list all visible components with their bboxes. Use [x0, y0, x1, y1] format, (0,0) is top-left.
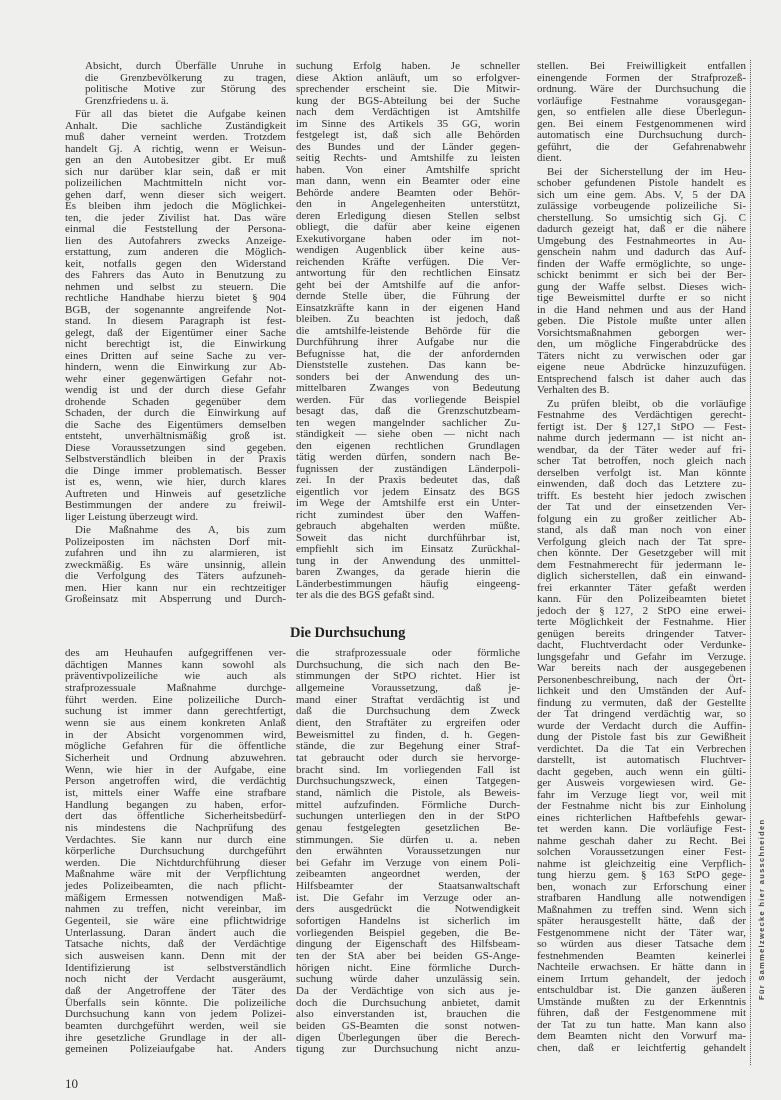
- cut-line-divider: [750, 60, 751, 1065]
- text-line: tung hierzu gem. § 163 StPO gege-: [537, 869, 746, 881]
- text-line: sprechender erscheint sie. Die Mitwir-: [296, 83, 520, 95]
- text-line: den erwähnten Voraussetzungen nur: [296, 845, 520, 858]
- column-2-bottom: [296, 648, 520, 1058]
- text-line: einmal die Feststellung der Persona-: [65, 223, 286, 235]
- text-line: geführt, die der Gefahrenabwehr: [537, 140, 746, 153]
- text-line: Tatsache nichts, daß der Verdächtige: [65, 938, 286, 951]
- text-line: ger Ausweis vorgewiesen wird. Ge-: [537, 777, 746, 789]
- text-line: Verdachtes. Sie kann nur durch eine: [65, 833, 286, 846]
- text-line: solchen Voraussetzungen einer Fest-: [537, 846, 746, 858]
- text-line: nehmen und selbst zu steuern. Die: [65, 280, 286, 293]
- text-line: ben, wonach zur Erforschung einer: [537, 880, 746, 893]
- text-line: eines Dritten auf seine Sache zu ver-: [65, 349, 286, 362]
- text-line: richt zumindest über den Waffen-: [296, 508, 520, 521]
- paragraph: [296, 61, 520, 602]
- text-line: nahmen zu treffen, nicht vereinbar, im: [65, 903, 286, 916]
- text-line: mögliche Gefahren für die öffentliche: [65, 740, 286, 753]
- text-line: im Wege der Amtshilfe erst ein Unter-: [296, 497, 520, 509]
- text-line: entsteht, unverhältnismäßig groß ist.: [65, 430, 286, 442]
- text-line: Durchsuchung, die sich nach den Be-: [296, 658, 520, 671]
- text-line: tet werden kann. Die vorläufige Fest-: [537, 823, 746, 835]
- text-line: Zu prüfen bleibt, ob die vorläufige: [547, 397, 746, 410]
- text-line: stellen. Bei Freiwilligkeit entfallen: [537, 60, 746, 72]
- text-line: seitig Rechts- und Amtshilfe zu leisten: [296, 152, 520, 164]
- column-1-bottom: [65, 648, 286, 1058]
- text-line: eigentlich vor jedem Einsatz des BGS: [296, 485, 520, 498]
- text-line: suchung Erfolg haben. Je schneller: [296, 60, 520, 72]
- text-line: Gegenteil, sie wäre eine pflichtwidrige: [65, 915, 286, 928]
- text-line: die Sache des Eigentümers demselben: [65, 418, 286, 431]
- text-line: mittel aufzufinden. Förmliche Durch-: [296, 798, 520, 811]
- text-line: daß die Durchsuchung dem Zweck: [296, 705, 520, 718]
- text-line: findung zu vermuten, daß der Gestellte: [537, 696, 746, 709]
- text-line: stand. In diesem Paragraph ist fest-: [65, 315, 286, 327]
- text-line: Bestimmungen der andere zu freiwil-: [65, 499, 286, 511]
- text-line: polizeilichen Machtmitteln nicht vor-: [65, 177, 286, 189]
- text-line: tätig werden dürfen, sondern nach Be-: [296, 451, 520, 463]
- text-line: lien des Autofahrers zwecks Anzeige-: [65, 234, 286, 247]
- text-line: der Tat zu tun hatte. Man kann also: [537, 1018, 746, 1031]
- text-line: daß der Angetroffene der Täter des: [65, 985, 286, 998]
- text-line: nahme geschah daher zu Recht. Bei: [537, 834, 746, 847]
- text-line: bei Gefahr im Verzuge von einem Poli-: [296, 856, 520, 869]
- text-line: automatisch eine Durchsuchung durch-: [537, 129, 746, 141]
- paragraph: [537, 167, 746, 397]
- text-line: Diese Voraussetzungen sind gegeben.: [65, 441, 286, 454]
- text-line: nahme durch jedermann — ist nicht an-: [537, 432, 746, 444]
- paragraph: [537, 61, 746, 165]
- margin-note: Für Sammelzwecke hier ausschneiden: [757, 818, 766, 1000]
- text-line: stände, die zur Begehung einer Straf-: [296, 740, 520, 753]
- text-line: Länderbestimmungen häufig eingeeng-: [296, 577, 520, 590]
- text-line: stimmungen der StPO richtet. Hier ist: [296, 670, 520, 683]
- text-line: lichkeit und den Umständen der Auf-: [537, 685, 746, 697]
- text-line: zufahren und ihn zu alarmieren, ist: [65, 547, 286, 559]
- text-line: mand einer Straftat verdächtig ist und: [296, 693, 520, 706]
- text-line: fahr im Verzuge liegt vor, weil mit: [537, 788, 746, 801]
- text-line: mäßigem Ermessen notwendigen Maß-: [65, 891, 286, 904]
- text-line: mittelbaren Zwanges von Bedeutung: [296, 382, 520, 394]
- column-3: [537, 61, 746, 1056]
- text-line: wurde der Verdacht durch die Auffin-: [537, 719, 746, 732]
- text-line: doch die Durchsuchung anbietet, damit: [296, 996, 520, 1009]
- text-line: antwortung für den rechtlichen Einsatz: [296, 267, 520, 279]
- text-line: ordnung. Wäre der Durchsuchung die: [537, 83, 746, 95]
- text-line: wendigen Augenblick über keine aus-: [296, 244, 520, 256]
- text-line: der Tat dringend verdächtig war, so: [537, 708, 746, 720]
- text-line: scher Tat betroffen, noch gleich nach: [537, 455, 746, 467]
- text-line: einwenden, daß doch das Letztere zu-: [537, 478, 746, 490]
- text-line: allgemeine Voraussetzung, daß je-: [296, 681, 520, 694]
- text-line: dient.: [537, 152, 562, 164]
- text-line: ist es, wenn, wie hier, durch klares: [65, 476, 286, 488]
- text-line: Maßnahmen zu treffen sind. Wenn sich: [537, 903, 746, 916]
- text-line: ten der StA aber bei beiden GS-Ange-: [296, 950, 520, 963]
- text-line: wehr einer gegenwärtigen Gefahr not-: [65, 372, 286, 385]
- text-line: cherstellung. So umsichtig sich Gj. C: [537, 211, 746, 224]
- text-line: führen, daß der Festgenommene mit: [537, 1007, 746, 1019]
- text-line: Schaden, der durch die Einwirkung auf: [65, 407, 286, 419]
- text-line: nicht berechtigt ist, die Einwirkung: [65, 338, 286, 350]
- text-line: Befugnisse hat, die der anfordernden: [296, 347, 520, 360]
- text-line: haben. Von einer Amtshilfe spricht: [296, 163, 520, 176]
- text-line: tigung zur Durchsuchung nicht anzu-: [296, 1043, 520, 1056]
- text-line: eigene neue Abdrücke hinzuzufügen.: [537, 361, 746, 373]
- text-line: gehen darf, wenn dieser sich weigert.: [65, 188, 286, 201]
- text-line: Großeinsatz mit Absperrung und Durch-: [65, 593, 286, 605]
- text-line: wendig ist und der durch diese Gefahr: [65, 384, 286, 396]
- text-line: Es bleiben ihm jedoch die Möglichkei-: [65, 200, 286, 212]
- text-line: dadurch gezeigt hat, daß er die nähere: [537, 223, 746, 235]
- text-line: genschein nahm und dadurch das Auf-: [537, 246, 746, 258]
- text-line: Vorsichtsmaßnahmen geborgen wer-: [537, 326, 746, 339]
- text-line: geben. Die Pistole mußte unter allen: [537, 315, 746, 327]
- text-line: Behörde andere Beamten oder Behör-: [296, 186, 520, 199]
- text-line: Sicherheit und Ordnung abzuwehren.: [65, 751, 286, 764]
- text-line: muß daher verneint werden. Trotzdem: [65, 131, 286, 143]
- paragraph: [65, 61, 286, 107]
- text-line: verdichtet. Da die Tat ein Verbrechen: [537, 742, 746, 755]
- text-line: terte Möglichkeit der Festnahme. Hier: [537, 616, 746, 628]
- text-line: men. Hier kann nur ein rechtzeitiger: [65, 581, 286, 594]
- text-line: der Tat und der einsetzenden Ver-: [537, 501, 746, 513]
- text-line: in die Hand nehmen und aus der Hand: [537, 303, 746, 316]
- text-line: dem Beamten nicht den Vorwurf ma-: [537, 1030, 746, 1042]
- text-line: ihre gesetzliche Grundlage in der all-: [65, 1031, 286, 1044]
- text-line: Grenzfriedens u. ä.: [85, 94, 169, 107]
- column-1-top: [65, 61, 286, 608]
- text-line: Für all das bietet die Aufgabe keinen: [75, 108, 286, 120]
- text-line: im Sinne des Artikels 35 GG, worin: [296, 117, 520, 130]
- text-line: stimmungen. Sie dürfen u. a. neben: [296, 833, 520, 846]
- text-line: Wenn, wie hier in der Aufgabe, eine: [65, 763, 286, 776]
- text-line: bleiben. Zu beachten ist jedoch, daß: [296, 313, 520, 325]
- text-line: obliegt, die dafür aber keine eigenen: [296, 221, 520, 233]
- text-line: Personenbeschreibung, nach der Ört-: [537, 673, 746, 686]
- text-line: Nachteile erwachsen. Er hätte dann in: [537, 961, 746, 973]
- text-line: nis mindestens die Nachprüfung des: [65, 821, 286, 834]
- text-line: beiden GS-Beamten die sonst notwen-: [296, 1020, 520, 1032]
- text-line: körperliche Durchsuchung durchgeführt: [65, 845, 286, 858]
- text-line: Auftreten und Hinweis auf gesetzliche: [65, 487, 286, 500]
- text-line: stand, als daß man noch von einer: [537, 524, 746, 536]
- text-line: digen Überlegungen über die Berech-: [296, 1031, 520, 1044]
- text-line: suchung ist immer dann gerechtfertigt,: [65, 705, 286, 718]
- column-2-top: [296, 61, 520, 604]
- text-line: Anhalt. Die sachliche Zuständigkeit: [65, 119, 286, 132]
- text-line: War bereits nach der ausgegebenen: [537, 662, 746, 674]
- text-line: gemeinen Polizeiaufgabe hat. Anders: [65, 1043, 286, 1056]
- text-line: diese Aktion anläuft, um so erfolgver-: [296, 71, 520, 84]
- text-line: Selbstverständlich bleiben in der Praxis: [65, 453, 286, 465]
- text-line: Durchsuchungszweck, einen Tatgegen-: [296, 775, 520, 788]
- text-line: Maßnahme wäre mit der Verpflichtung: [65, 868, 286, 881]
- text-line: Exekutivorgane haben oder im not-: [296, 232, 520, 245]
- page-number: 10: [65, 1076, 78, 1091]
- text-line: strafbaren Handlung alle notwendigen: [537, 892, 746, 904]
- text-line: gen, so entfielen alle diese Überlegun-: [537, 106, 746, 118]
- text-line: vorläufige Festnahme vorausgegan-: [537, 94, 746, 107]
- text-line: handelt Gj. A richtig, wenn er Weisun-: [65, 142, 286, 155]
- text-line: Soweit das nicht durchführbar ist,: [296, 531, 520, 544]
- text-line: zulässige vorbeugende polizeiliche Si-: [537, 200, 746, 212]
- text-line: Überfalls sein könnte. Die polizeiliche: [65, 996, 286, 1009]
- text-line: werden. Die Nichtdurchführung dieser: [65, 856, 286, 869]
- text-line: Hilfsbeamter der Staatsanwaltschaft: [296, 880, 520, 893]
- text-line: Verfolgung gleich nach der Tat spre-: [537, 535, 746, 548]
- text-line: noch nicht der Verdacht ausgeräumt,: [65, 973, 286, 986]
- text-line: später herausgestellt hätte, daß der: [537, 915, 746, 927]
- text-line: sich ausweisen kann. Denn mit der: [65, 950, 286, 963]
- text-line: tige Beweismittel durfte er so nicht: [537, 292, 746, 304]
- text-line: dung der Pistole fast bis zur Gewißheit: [537, 731, 746, 743]
- text-line: baren Zwanges, da gerade hierin die: [296, 566, 520, 578]
- text-line: sich um eine gem. Abs. V, 5 der DA: [537, 188, 746, 201]
- text-line: man dann, wenn ein Beamter oder eine: [296, 175, 520, 187]
- text-line: chen, daß er leichtfertig gehandelt: [537, 1041, 746, 1054]
- text-line: so würden aus dieser Tatsache dem: [537, 938, 746, 950]
- section-heading: Die Durchsuchung: [290, 625, 406, 641]
- text-line: genau festgelegten gesetzlichen Be-: [296, 821, 520, 834]
- text-line: Umgebung des Festnahmeortes in Au-: [537, 234, 746, 247]
- text-line: dernde Stelle über, die Führung der: [296, 290, 520, 302]
- text-line: kung der BGS-Abteilung bei der Suche: [296, 94, 520, 107]
- text-line: die Dinge immer problematisch. Besser: [65, 464, 286, 477]
- text-line: Identifizierung ist selbstverständlich: [65, 961, 286, 974]
- text-line: schober gefundenen Pistole handelt es: [537, 177, 746, 189]
- text-line: Festnahme des Verdächtigen gerecht-: [537, 409, 746, 421]
- text-line: dient, den Straftäter zu ergreifen oder: [296, 716, 520, 729]
- text-line: des am Heuhaufen aufgegriffenen ver-: [65, 647, 286, 659]
- text-line: reichenden Kräfte verfügen. Die Ver-: [296, 255, 520, 268]
- text-line: gebrauch abgehalten werden müßte.: [296, 520, 520, 532]
- paragraph: [65, 525, 286, 606]
- text-line: tat gebraucht oder durch sie hervorge-: [296, 751, 520, 764]
- text-line: jedoch der § 127, 2 StPO eine erwei-: [537, 604, 746, 617]
- text-line: Absicht, durch Überfälle Unruhe in: [85, 60, 286, 72]
- text-line: in der Absicht vorgenommen wird,: [65, 728, 286, 741]
- text-line: liger Leistung überzeugt wird.: [65, 510, 199, 523]
- text-line: finden der Waffe ermöglichte, so unge-: [537, 257, 746, 270]
- text-line: ständigkeit — siehe oben — nicht nach: [296, 428, 520, 440]
- text-line: sofortigen Handelns ist sicherlich im: [296, 915, 520, 928]
- text-line: derselben verfolgt ist. Man könnte: [537, 466, 746, 479]
- text-line: dem Festnahmerecht für jedermann le-: [537, 558, 746, 571]
- paragraph: [296, 648, 520, 1056]
- text-line: lungsgefahr und Gefahr im Verzuge.: [537, 650, 746, 663]
- text-line: gen. Bei einem Festgenommenen wird: [537, 117, 746, 130]
- text-line: Verhalten des B.: [537, 384, 610, 396]
- text-line: Person angetroffen wird, die verdächtig: [65, 775, 286, 788]
- text-line: Unterlassung. Daran ändert auch die: [65, 926, 286, 939]
- text-line: suchung würde daher unzulässig sein.: [296, 973, 520, 986]
- text-line: einengende Formen der Strafprozeß-: [537, 71, 746, 84]
- text-line: Die Maßnahme des A, bis zum: [75, 524, 286, 536]
- text-line: gen an den Autobesitzer gibt. Er muß: [65, 154, 286, 166]
- text-line: ist. Die Gefahr im Verzuge oder an-: [296, 891, 520, 904]
- text-line: deren Erledigung diesen Stellen selbst: [296, 209, 520, 222]
- text-line: entschuldbar ist. Die ganzen äußeren: [537, 984, 746, 996]
- text-line: politische Motive zur Störung des: [85, 83, 286, 95]
- text-line: folgung ein zu großer zeitlicher Ab-: [537, 512, 746, 525]
- text-line: Durchsuchung kann von jedem Polizei-: [65, 1008, 286, 1021]
- text-line: dingung der Eigenschaft des Hilfsbeam-: [296, 938, 520, 951]
- text-line: wendbar, da der Täter weder auf fri-: [537, 443, 746, 456]
- text-line: ten wegen mangelnder sachlicher Zu-: [296, 416, 520, 429]
- text-line: der Festnahme nicht bis zur Einholung: [537, 800, 746, 812]
- text-line: drohende Schaden gegenüber dem: [65, 395, 286, 408]
- text-line: fertigt ist. Der § 127,1 StPO — Fest-: [537, 420, 746, 433]
- text-line: also einverstanden ist, brauchen die: [296, 1008, 520, 1021]
- text-line: nach dem Verdächtigen ist Amtshilfe: [296, 106, 520, 118]
- text-line: beamten durchgeführt werden, weil sie: [65, 1020, 286, 1032]
- text-line: Durchführung ihrer Aufgabe nur die: [296, 336, 520, 348]
- text-line: diglich sicherstellen, daß ein einwand-: [537, 570, 746, 582]
- text-line: vorliegenden Beispiel gegeben, die Be-: [296, 926, 520, 939]
- text-line: fugnissen der zuständigen Länderpoli-: [296, 462, 520, 475]
- text-line: geht bei der Amtshilfe auf die anfor-: [296, 278, 520, 291]
- text-line: stand, nämlich die Pistole, als Beweis-: [296, 786, 520, 799]
- text-line: dacht, Fluchtverdacht oder Verdunke-: [537, 639, 746, 651]
- text-line: dächtigen Mannes kann sowohl als: [65, 658, 286, 671]
- text-line: darstellt, ist automatisch Fluchtver-: [537, 754, 746, 766]
- text-line: chen könnte. Der Gesetzgeber will mit: [537, 547, 746, 559]
- text-line: Täters nicht zu verwischen oder gar: [537, 349, 746, 362]
- text-line: festgelegt ist, daß sich alle Behörden: [296, 129, 520, 141]
- text-line: hindern, wenn die Einwirkung zur Ab-: [65, 361, 286, 373]
- text-line: Polizeiposten im nächsten Dorf mit-: [65, 535, 286, 548]
- text-line: BGB, der sogenannte angreifende Not-: [65, 303, 286, 316]
- text-line: schickt benimmt er sich bei der Ber-: [537, 269, 746, 281]
- text-line: gelegt, daß der Eigentümer einer Sache: [65, 326, 286, 339]
- text-line: eines richterlichen Haftbefehls gewar-: [537, 811, 746, 824]
- text-line: strafprozessuale Maßnahme durchge-: [65, 681, 286, 694]
- text-line: suchungen unterliegen den in der StPO: [296, 810, 520, 823]
- text-line: frei erkannter Täter gefaßt werden: [537, 581, 746, 594]
- text-line: des Fahrers das Auto in Benutzung zu: [65, 269, 286, 281]
- text-line: dert das öffentliche Sicherheitsbedürf-: [65, 810, 286, 823]
- text-line: den, um mögliche Fingerabdrücke des: [537, 338, 746, 350]
- text-line: sich nur darüber klar sein, daß er mit: [65, 165, 286, 178]
- text-line: Einsatzkräfte kann in der eigenen Hand: [296, 301, 520, 314]
- text-line: Festgenommene nicht der Täter war,: [537, 926, 746, 939]
- text-line: gung der Waffe selbst. Dieses wich-: [537, 280, 746, 293]
- text-line: zweckmäßig. Es wäre unsinnig, allein: [65, 558, 286, 571]
- text-line: sonders bei der Anwendung des un-: [296, 370, 520, 383]
- text-line: wenn sie aus einem konkreten Anlaß: [65, 716, 286, 729]
- text-line: den in Angelegenheiten unterstützt,: [296, 198, 520, 210]
- text-line: Umstände mußten zu der Erkenntnis: [537, 995, 746, 1008]
- text-line: jedes Polizeibeamten, die nach pflicht-: [65, 880, 286, 893]
- text-line: werden. Für das vorliegende Beispiel: [296, 393, 520, 406]
- paragraph: [65, 109, 286, 523]
- text-line: keit, notfalls gegen den Widerstand: [65, 257, 286, 270]
- text-line: dacht gegeben, auch wenn ein gülti-: [537, 765, 746, 778]
- text-line: einem Irrtum gehandelt, der jedoch: [537, 972, 746, 985]
- text-line: genügen bereits dringender Tatver-: [537, 627, 746, 640]
- text-line: den eigenen rechtlichen Grundlagen: [296, 439, 520, 452]
- text-line: empfiehlt sich im Einsatz Zurückhal-: [296, 543, 520, 555]
- text-line: die Grenzbevölkerung zu tragen,: [85, 71, 286, 84]
- text-line: ten, die jeder Zivilist hat. Das wäre: [65, 211, 286, 224]
- text-line: trifft. Es besteht hier jedoch zwischen: [537, 489, 746, 502]
- text-line: Entsprechend falsch ist daher auch das: [537, 372, 746, 385]
- text-line: erstattung, zum anderen die Möglich-: [65, 246, 286, 258]
- text-line: hörigen nicht. Eine förmliche Durch-: [296, 961, 520, 974]
- text-line: rechtliche Handhabe hierzu bietet § 904: [65, 292, 286, 304]
- text-line: festnehmenden Beamten keinerlei: [537, 949, 746, 962]
- paragraph: [65, 648, 286, 1056]
- text-line: Dienststelle zustehen. Das kann be-: [296, 359, 520, 371]
- text-line: Bei der Sicherstellung der im Heu-: [547, 165, 746, 178]
- text-line: zeibeamten angeordnet werden, der: [296, 868, 520, 881]
- text-line: tung in der Anwendung des unmittel-: [296, 554, 520, 567]
- text-line: zei. In der Praxis bedeutet das, daß: [296, 474, 520, 486]
- text-line: besagt das, daß die Grenzschutzbeam-: [296, 405, 520, 417]
- text-line: die amtshilfe-leistende Behörde für die: [296, 324, 520, 337]
- text-line: des Bundes und der Länder gegen-: [296, 140, 520, 153]
- text-line: bracht sind. Im vorliegenden Fall ist: [296, 763, 520, 776]
- paragraph: [537, 399, 746, 1055]
- text-line: die Verfolgung des Täters aufzuneh-: [65, 570, 286, 582]
- text-line: Handlung begangen zu haben, erfor-: [65, 798, 286, 811]
- text-line: kann. Für den Polizeibeamten bietet: [537, 593, 746, 605]
- text-line: ist, mittels einer Waffe eine strafbare: [65, 786, 286, 799]
- text-line: Beweismittel zu finden, d. h. Gegen-: [296, 728, 520, 741]
- text-line: die strafprozessuale oder förmliche: [296, 647, 520, 659]
- text-line: präventivpolizeiliche wie auch als: [65, 670, 286, 683]
- text-line: ders ausgedrückt die Notwendigkeit: [296, 903, 520, 916]
- text-line: nahme ist gleichzeitig eine Verpflich-: [537, 857, 746, 870]
- text-line: Da der Verdächtige von sich aus je-: [296, 985, 520, 998]
- text-line: führt werden. Eine polizeiliche Durch-: [65, 693, 286, 706]
- text-line: ter als die des BGS gefaßt sind.: [296, 589, 435, 601]
